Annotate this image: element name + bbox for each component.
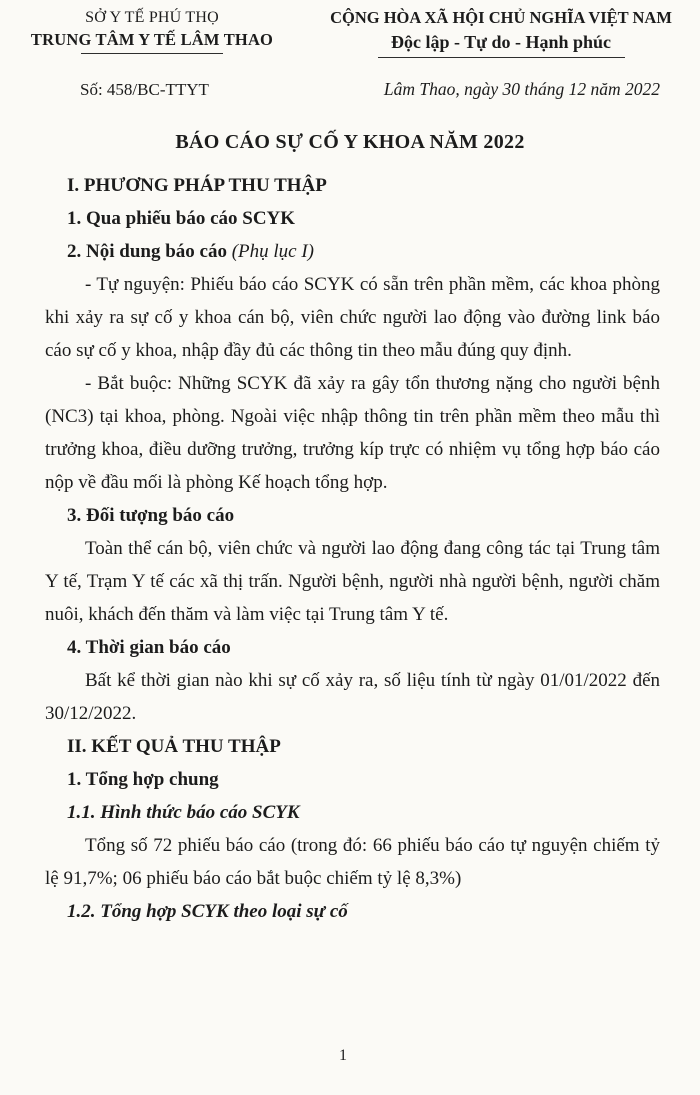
heading-item-3: 3. Đối tượng báo cáo — [67, 505, 235, 526]
heading-item-2 — [67, 235, 660, 268]
place-and-date: Lâm Thao, ngày 30 tháng 12 năm 2022 — [383, 79, 660, 99]
heading-item-4: 4. Thời gian báo cáo — [67, 637, 231, 658]
paragraph-time: Bất kể thời gian nào khi sự cố xảy ra, số liệu tính từ ngày 01/01/2022 đến 30/12/2022. — [45, 670, 660, 724]
paragraph-total: Tổng số 72 phiếu báo cáo (trong đó: 66 phiếu báo cáo tự nguyện chiếm tỷ lệ 91,7%; 06 phiếu báo cáo bắt buộc chiếm tỷ lệ 8,3%) — [45, 835, 660, 889]
paragraph-subjects: Toàn thể cán bộ, viên chức và người lao động đang công tác tại Trung tâm Y tế, Trạm Y tế các xã thị trấn. Người bệnh, người nhà người bệnh, người chăm nuôi, khách đến thăm và làm việc tại Trung tâm Y tế. — [45, 538, 660, 625]
document-header — [0, 0, 700, 58]
heading-item-2-note: (Phụ lục I) — [231, 241, 315, 262]
heading-section-ii: II. KẾT QUẢ THU THẬP — [67, 736, 281, 757]
heading-item-1: 1. Qua phiếu báo cáo SCYK — [67, 208, 296, 229]
heading-item-2-label: 2. Nội dung báo cáo — [67, 241, 227, 262]
national-title: CỘNG HÒA XÃ HỘI CHỦ NGHĨA VIỆT NAM — [330, 8, 672, 27]
page-number: 1 — [339, 1047, 347, 1064]
heading-section-i: I. PHƯƠNG PHÁP THU THẬP — [67, 175, 327, 196]
heading-item-ii-1-2: 1.2. Tổng hợp SCYK theo loại sự cố — [67, 901, 348, 922]
heading-item-ii-1: 1. Tổng hợp chung — [67, 769, 219, 790]
org-name-underline — [81, 53, 223, 54]
national-motto: Độc lập - Tự do - Hạnh phúc — [390, 32, 612, 52]
issuing-org-block — [16, 7, 288, 54]
heading-item-ii-1-1: 1.1. Hình thức báo cáo SCYK — [67, 802, 300, 823]
doc-body — [45, 169, 660, 928]
org-name: TRUNG TÂM Y TẾ LÂM THAO — [30, 30, 274, 49]
paragraph-mandatory: - Bắt buộc: Những SCYK đã xảy ra gây tổn thương nặng cho người bệnh (NC3) tại khoa, phòng. Ngoài việc nhập thông tin trên phần mềm theo mẫu thì trưởng khoa, điều dưỡng trưởng, trưởng kíp trực có nhiệm vụ tổng hợp báo cáo nộp về đầu mối là phòng Kế hoạch tổng hợp. — [45, 373, 660, 493]
doc-number: Số: 458/BC-TTYT — [80, 80, 209, 99]
doc-meta-row — [45, 79, 660, 100]
motto-underline — [378, 57, 625, 58]
national-header-block — [288, 7, 700, 58]
paragraph-voluntary: - Tự nguyện: Phiếu báo cáo SCYK có sẵn trên phần mềm, các khoa phòng khi xảy ra sự cố y khoa cán bộ, viên chức người lao động vào đường link báo cáo sự cố y khoa, nhập đầy đủ các thông tin theo mẫu đúng quy định. — [45, 274, 660, 361]
doc-title: BÁO CÁO SỰ CỐ Y KHOA NĂM 2022 — [175, 131, 525, 153]
parent-org-name: SỞ Y TẾ PHÚ THỌ — [85, 9, 219, 26]
